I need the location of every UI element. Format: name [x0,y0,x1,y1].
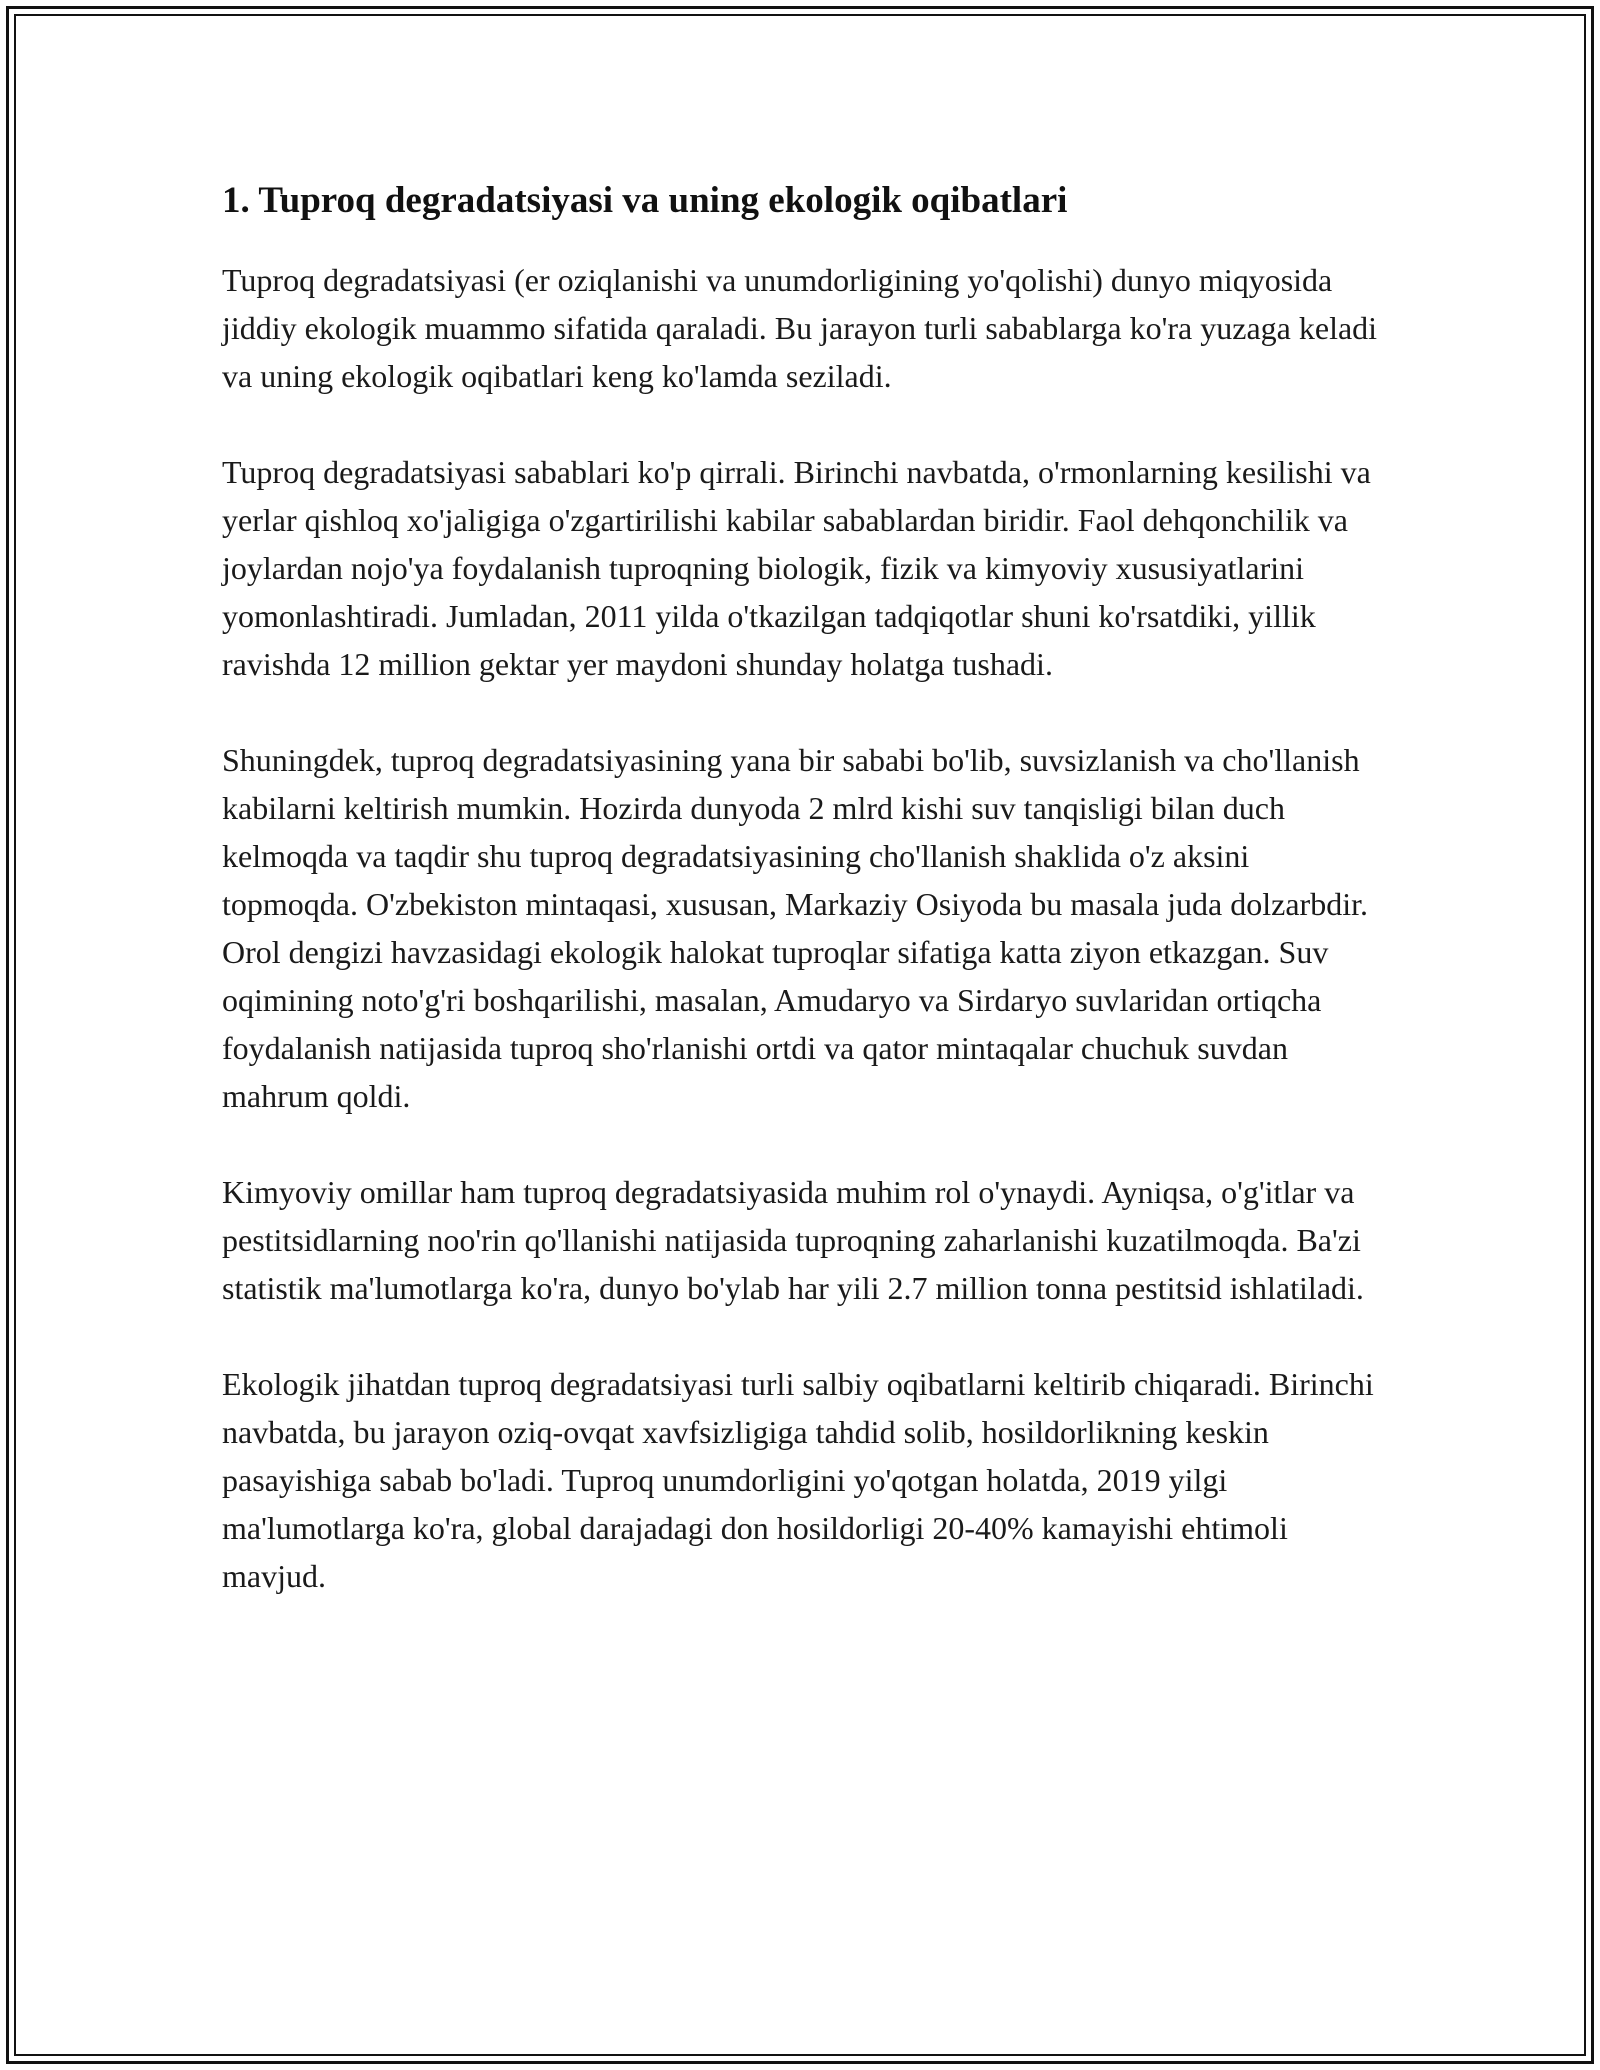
paragraph-desertification: Shuningdek, tuproq degradatsiyasining yana bir sababi bo'lib, suvsizlanish va cho'llanish kabilarni keltirish mumkin. Hozirda dunyoda 2 mlrd kishi suv tanqisligi bilan duch kelmoqda va taqdir shu tuproq degradatsiyasining cho'llanish shaklida o'z aksini topmoqda. O'zbekiston mintaqasi, xususan, Markaziy Osiyoda bu masala juda dolzarbdir. Orol dengizi havzasidagi ekologik halokat tuproqlar sifatiga katta ziyon etkazgan. Suv oqimining noto'g'ri boshqarilishi, masalan, Amudaryo va Sirdaryo suvlaridan ortiqcha foydalanish natijasida tuproq sho'rlanishi ortdi va qator mintaqalar chuchuk suvdan mahrum qoldi. [222,742,1368,1114]
paragraph-introduction: Tuproq degradatsiyasi (er oziqlanishi va unumdorligining yo'qolishi) dunyo miqyosida jiddiy ekologik muammo sifatida qaraladi. Bu jarayon turli sabablarga ko'ra yuzaga keladi va uning ekologik oqibatlari keng ko'lamda seziladi. [222,262,1378,394]
document-body [222,176,1382,1648]
paragraph-chemical-factors: Kimyoviy omillar ham tuproq degradatsiyasida muhim rol o'ynaydi. Ayniqsa, o'g'itlar va pestitsidlarning noo'rin qo'llanishi natijasida tuproqning zaharlanishi kuzatilmoqda. Ba'zi statistik ma'lumotlarga ko'ra, dunyo bo'ylab har yili 2.7 million tonna pestitsid ishlatiladi. [222,1174,1364,1306]
paragraph-consequences: Ekologik jihatdan tuproq degradatsiyasi turli salbiy oqibatlarni keltirib chiqaradi. Birinchi navbatda, bu jarayon oziq-ovqat xavfsizligiga tahdid solib, hosildorlikning keskin pasayishiga sabab bo'ladi. Tuproq unumdorligini yo'qotgan holatda, 2019 yilgi ma'lumotlarga ko'ra, global darajadagi don hosildorligi 20-40% kamayishi ehtimoli mavjud. [222,1366,1374,1594]
paragraph-causes: Tuproq degradatsiyasi sabablari ko'p qirrali. Birinchi navbatda, o'rmonlarning kesilishi va yerlar qishloq xo'jaligiga o'zgartirilishi kabilar sabablardan biridir. Faol dehqonchilik va joylardan nojo'ya foydalanish tuproqning biologik, fizik va kimyoviy xususiyatlarini yomonlashtiradi. Jumladan, 2011 yilda o'tkazilgan tadqiqotlar shuni ko'rsatdiki, yillik ravishda 12 million gektar yer maydoni shunday holatga tushadi. [222,454,1371,682]
section-title: 1. Tuproq degradatsiyasi va uning ekologik oqibatlari [222,180,1068,221]
